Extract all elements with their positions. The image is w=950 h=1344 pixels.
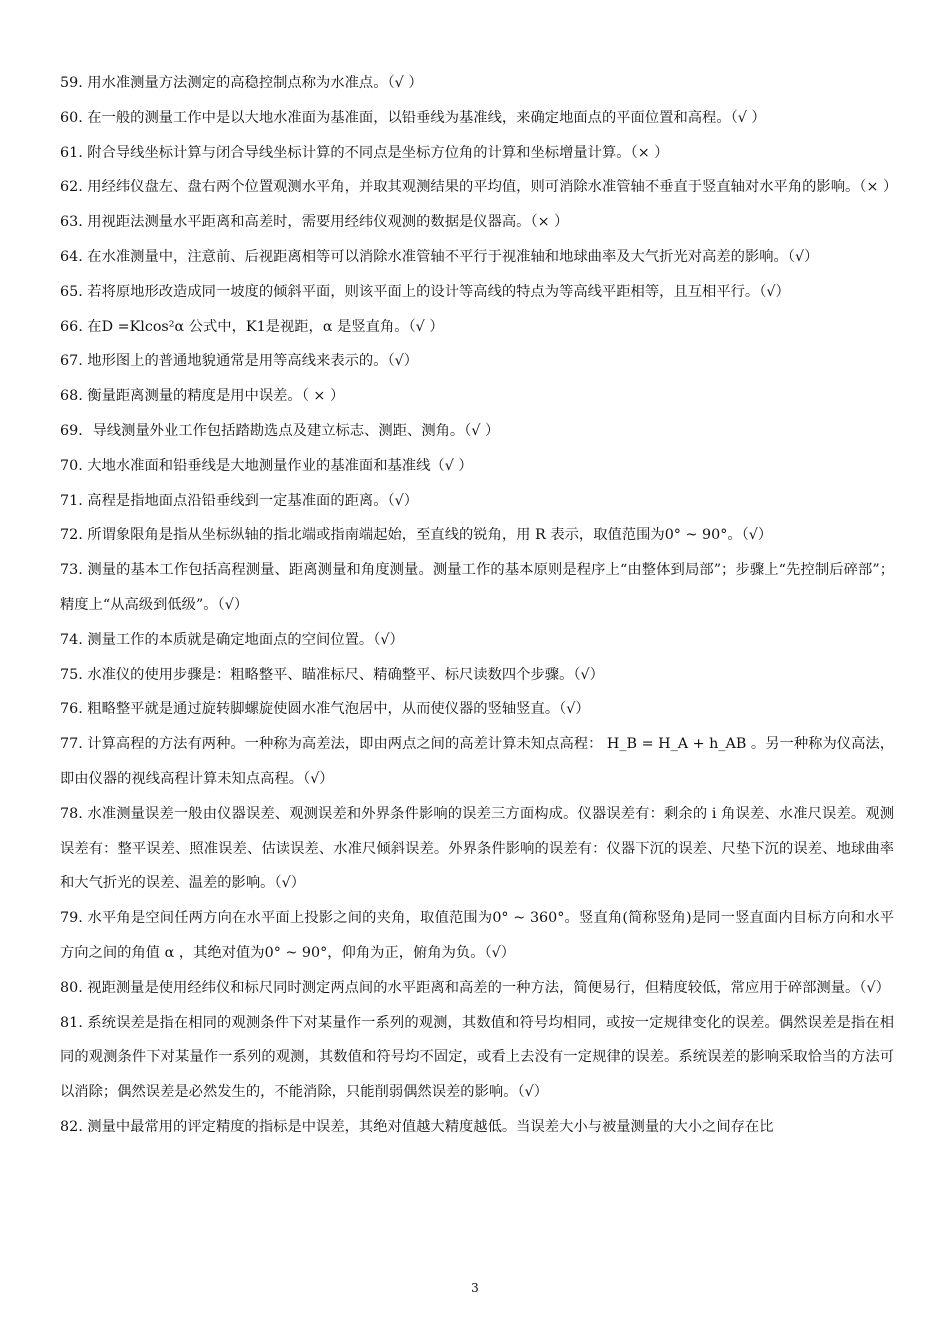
- list-item: 70. 大地水准面和铅垂线是大地测量作业的基准面和基准线（√ ）: [60, 457, 473, 474]
- list-item: 68. 衡量距离测量的精度是用中误差。（ × ）: [60, 388, 345, 405]
- list-item: 81. 系统误差是指在相同的观测条件下对某量作一系列的观测，其数值和符号均相同，或按一定规律变化的误差。偶然误差是指在相同的观测条件下对某量作一系列的观测，其数值和符号均不固定，或看上去没有一定规律的误差。系统误差的影响采取恰当的方法可以消除；偶然误差是必然发生的，不能消除，只能削弱偶然误差的影响。（√）: [60, 1014, 894, 1101]
- list-item: 74. 测量工作的本质就是确定地面点的空间位置。（√）: [60, 631, 404, 648]
- list-item: 67. 地形图上的普通地貌通常是用等高线来表示的。（√）: [60, 353, 419, 370]
- list-item: 64. 在水准测量中，注意前、后视距离相等可以消除水准管轴不平行于视准轴和地球曲率及大气折光对高差的影响。（√）: [60, 248, 819, 265]
- list-item: 72. 所谓象限角是指从坐标纵轴的指北端或指南端起始，至直线的锐角，用 R 表示，取值范围为0° ~ 90°。（√）: [60, 527, 773, 544]
- list-item: 60. 在一般的测量工作中是以大地水准面为基准面，以铅垂线为基准线，来确定地面点的平面位置和高程。（√ ）: [60, 109, 766, 126]
- page-number: 3: [471, 1281, 479, 1295]
- list-item: 79. 水平角是空间任两方向在水平面上投影之间的夹角，取值范围为0° ~ 360°。竖直角(简称竖角)是同一竖直面内目标方向和水平方向之间的角值 α ，其绝对值为0° ~ 90°，仰角为正，俯角为负。（√）: [60, 910, 894, 961]
- list-item: 63. 用视距法测量水平距离和高差时，需要用经纬仪观测的数据是仪器高。（× ）: [60, 214, 569, 231]
- list-item: 62. 用经纬仪盘左、盘右两个位置观测水平角，并取其观测结果的平均值，则可消除水准管轴不垂直于竖直轴对水平角的影响。（× ）: [60, 179, 898, 196]
- list-item: 75. 水准仪的使用步骤是：粗略整平、瞄准标尺、精确整平、标尺读数四个步骤。（√）: [60, 666, 604, 683]
- list-item: 76. 粗略整平就是通过旋转脚螺旋使圆水准气泡居中，从而使仪器的竖轴竖直。（√）: [60, 701, 590, 718]
- list-item: 82. 测量中最常用的评定精度的指标是中误差，其绝对值越大精度越低。当误差大小与被量测量的大小之间存在比: [60, 1118, 774, 1135]
- list-item: 77. 计算高程的方法有两种。一种称为高差法，即由两点之间的高差计算未知点高程： H_B = H_A + h_AB 。另一种称为仪高法，即由仪器的视线高程计算未知点高程。（√）: [60, 736, 894, 787]
- list-item: 66. 在D =Klcos²α 公式中，K1是视距，α 是竖直角。（√ ）: [60, 318, 444, 335]
- list-item: 71. 高程是指地面点沿铅垂线到一定基准面的距离。（√）: [60, 492, 419, 509]
- list-item: 69．导线测量外业工作包括踏勘选点及建立标志、测距、测角。（√ ）: [60, 422, 500, 439]
- list-item: 65. 若将原地形改造成同一坡度的倾斜平面，则该平面上的设计等高线的特点为等高线平距相等，且互相平行。（√）: [60, 283, 790, 300]
- question-list: [60, 66, 898, 1145]
- list-item: 80. 视距测量是使用经纬仪和标尺同时测定两点间的水平距离和高差的一种方法，简便易行，但精度较低，常应用于碎部测量。（√）: [60, 979, 890, 996]
- list-item: 59. 用水准测量方法测定的高稳控制点称为水准点。（√ ）: [60, 75, 423, 91]
- list-item: 61. 附合导线坐标计算与闭合导线坐标计算的不同点是坐标方位角的计算和坐标增量计算。（× ）: [60, 144, 669, 161]
- list-item: 78. 水准测量误差一般由仪器误差、观测误差和外界条件影响的误差三方面构成。仪器误差有：剩余的 i 角误差、水准尺误差。观测误差有：整平误差、照准误差、估读误差、水准尺倾斜误差。外界条件影响的误差有：仪器下沉的误差、尺垫下沉的误差、地球曲率和大气折光的误差、温差的影响。（√）: [60, 805, 894, 892]
- list-item: 73. 测量的基本工作包括高程测量、距离测量和角度测量。测量工作的基本原则是程序上“由整体到局部”；步骤上“先控制后碎部”；精度上“从高级到低级”。（√）: [60, 562, 894, 613]
